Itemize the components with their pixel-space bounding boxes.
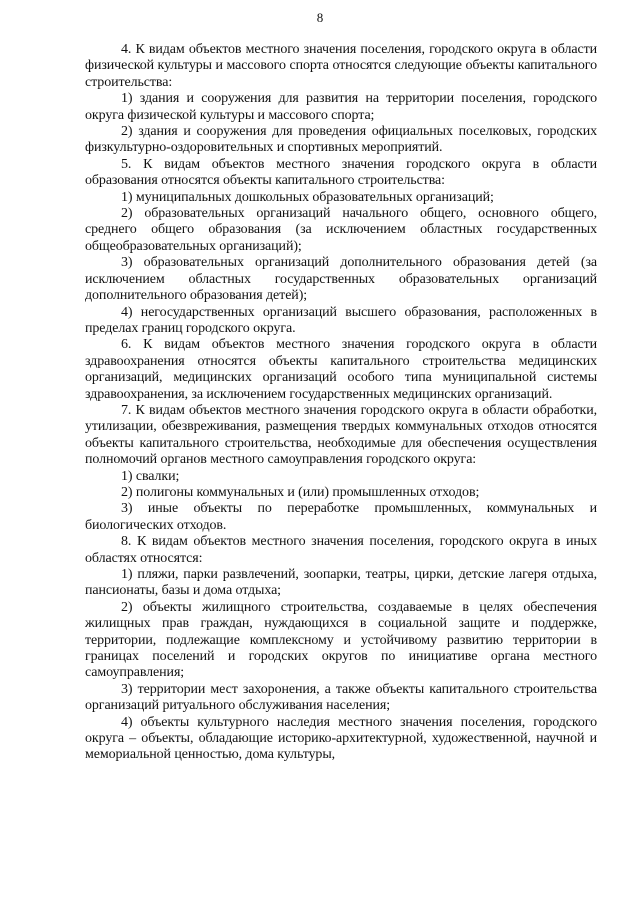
paragraph-item: 2) образовательных организаций начального общего, основного общего, среднего общего образования (за исключением областных государственных общеобразовательных организаций); xyxy=(85,206,597,254)
paragraph-section-6: 6. К видам объектов местного значения городского округа в области здравоохранения относятся объекты капитального строительства медицинских организаций, медицинских организаций особого типа муниципальной системы здравоохранения, за исключением государственных медицинских организаций. xyxy=(85,337,597,402)
paragraph-item: 1) пляжи, парки развлечений, зоопарки, театры, цирки, детские лагеря отдыха, пансионаты, базы и дома отдыха; xyxy=(85,567,597,599)
paragraph-item: 1) здания и сооружения для развития на территории поселения, городского округа физической культуры и массового спорта; xyxy=(85,91,597,123)
paragraph-section-8: 8. К видам объектов местного значения поселения, городского округа в иных областях относятся: xyxy=(85,534,597,566)
paragraph-item: 2) полигоны коммунальных и (или) промышленных отходов; xyxy=(121,484,480,500)
paragraph-item: 4) негосударственных организаций высшего образования, расположенных в пределах границ городского округа. xyxy=(85,304,597,336)
paragraph-section-7: 7. К видам объектов местного значения городского округа в области обработки, утилизации, обезвреживания, размещения твердых коммунальных отходов относятся объекты капитального строительства, необходимые для обеспечения осуществления полномочий органов местного самоуправления городского округа: xyxy=(85,402,597,468)
page-number: 8 xyxy=(316,10,324,25)
paragraph-item: 1) муниципальных дошкольных образовательных организаций; xyxy=(121,189,494,205)
paragraph-item: 1) свалки; xyxy=(121,468,180,484)
paragraph-section-5: 5. К видам объектов местного значения городского округа в области образования относятся объекты капитального строительства: xyxy=(85,156,597,189)
document-body xyxy=(85,42,597,764)
paragraph-section-4: 4. К видам объектов местного значения поселения, городского округа в области физической культуры и массового спорта относятся следующие объекты капитального строительства: xyxy=(85,42,597,90)
paragraph-item: 3) иные объекты по переработке промышленных, коммунальных и биологических отходов. xyxy=(85,501,597,533)
paragraph-item: 2) здания и сооружения для проведения официальных поселковых, городских физкультурно-оздоровительных и спортивных мероприятий. xyxy=(85,124,597,156)
paragraph-item: 4) объекты культурного наследия местного значения поселения, городского округа – объекты, обладающие историко-архитектурной, художественной, научной и мемориальной ценностью, дома культуры, xyxy=(85,714,597,763)
paragraph-item: 3) образовательных организаций дополнительного образования детей (за исключением областных государственных образовательных организаций дополнительного образования детей); xyxy=(85,255,597,304)
paragraph-item: 3) территории мест захоронения, а также объекты капитального строительства организаций ритуального обслуживания населения; xyxy=(85,681,597,714)
paragraph-item: 2) объекты жилищного строительства, создаваемые в целях обеспечения жилищных прав граждан, нуждающихся в социальной защите и поддержке, территории, подлежащие комплексному и устойчивому развитию территории в границах поселений и городских округов по инициативе органа местного самоуправления; xyxy=(85,599,597,681)
